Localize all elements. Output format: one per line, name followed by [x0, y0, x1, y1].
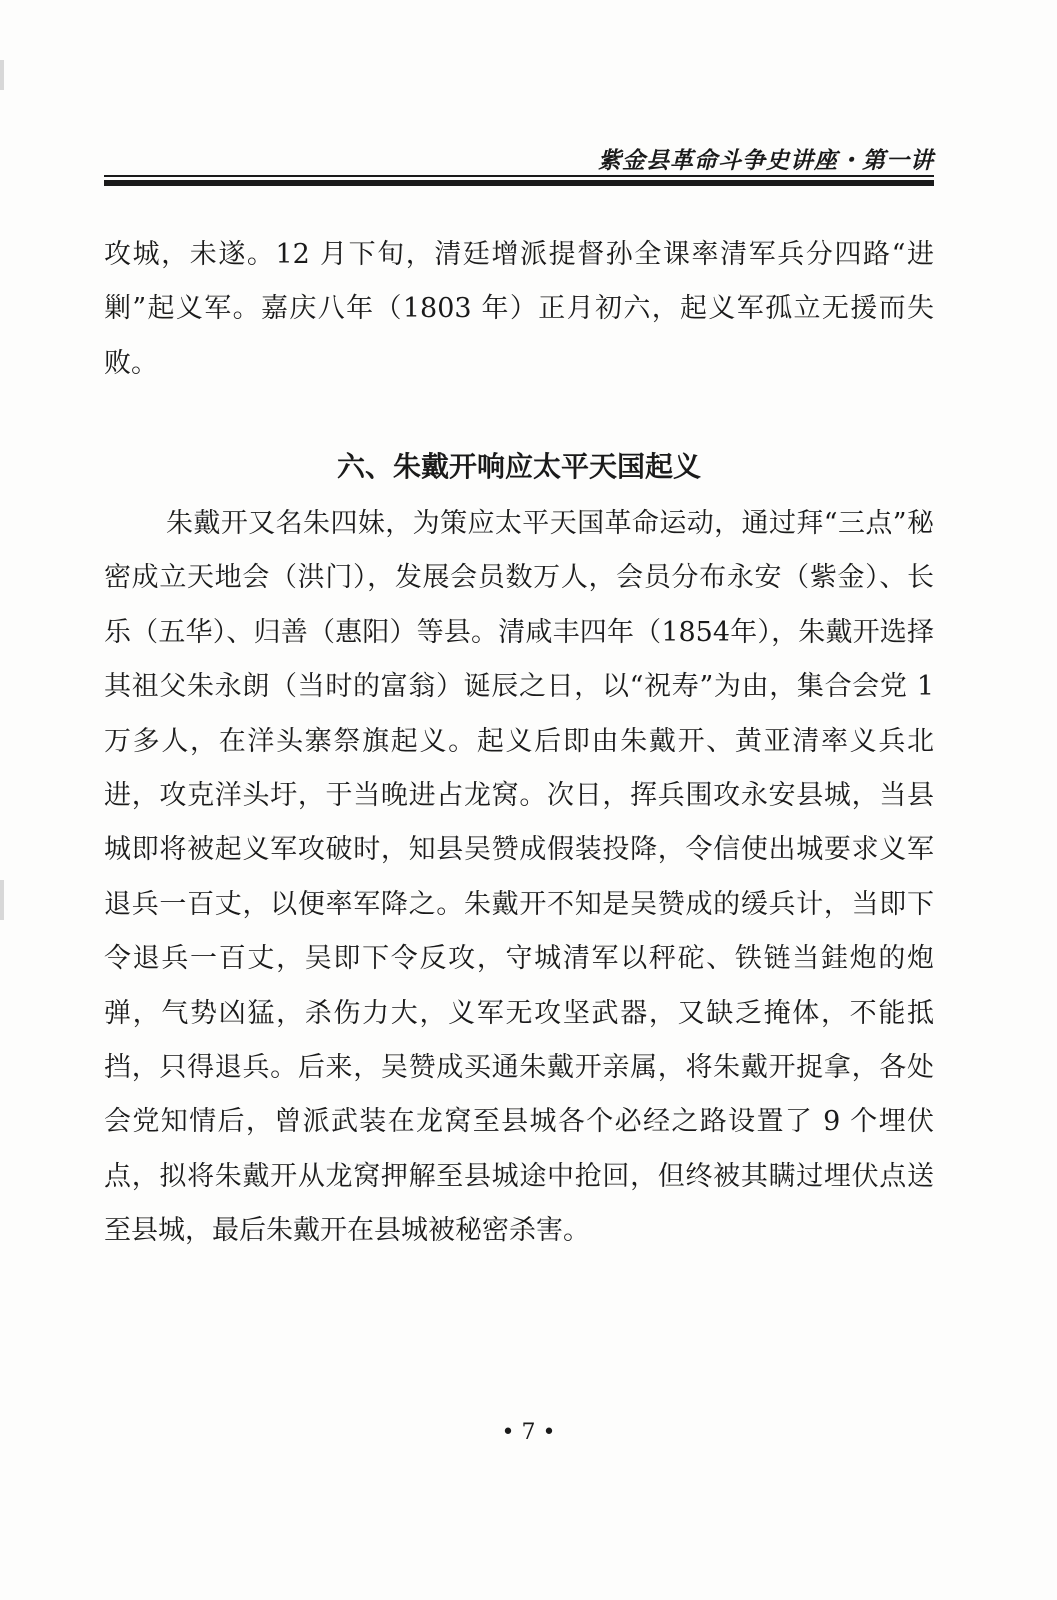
page-number: • 7 •: [501, 1420, 556, 1445]
header-rule-thick: [104, 180, 934, 186]
running-header: [104, 140, 934, 190]
paragraph-continuation: 攻城，未遂。12 月下旬，清廷增派提督孙全课率清军兵分四路“进剿”起义军。嘉庆八年（1803 年）正月初六，起义军孤立无援而失败。: [104, 239, 934, 379]
scan-edge-mark: [0, 60, 4, 90]
header-rule-thin: [104, 175, 934, 177]
paragraph-body: 朱戴开又名朱四妹，为策应太平天国革命运动，通过拜“三点”秘密成立天地会（洪门），发展会员数万人，会员分布永安（紫金）、长乐（五华）、归善（惠阳）等县。清咸丰四年（1854年），朱戴开选择其祖父朱永朗（当时的富翁）诞辰之日，以“祝寿”为由，集合会党 1 万多人，在洋头寨祭旗起义。起义后即由朱戴开、黄亚清率义兵北进，攻克洋头圩，于当晚进占龙窝。次日，挥兵围攻永安县城，当县城即将被起义军攻破时，知县吴赞成假装投降，令信使出城要求义军退兵一百丈，以便率军降之。朱戴开不知是吴赞成的缓兵计，当即下令退兵一百丈，吴即下令反攻，守城清军以秤砣、铁链当銈炮的炮弹，气势凶猛，杀伤力大，义军无攻坚武器，又缺乏掩体，不能抵挡，只得退兵。后来，吴赞成买通朱戴开亲属，将朱戴开捉拿，各处会党知情后，曾派武装在龙窝至县城各个必经之路设置了 9 个埋伏点，拟将朱戴开从龙窝押解至县城途中抢回，但终被其瞒过埋伏点送至县城，最后朱戴开在县城被秘密杀害。: [104, 508, 934, 1247]
section-heading: 六、朱戴开响应太平天国起义: [336, 450, 701, 483]
scan-edge-mark: [0, 880, 4, 920]
header-title: 紫金县革命斗争史讲座・第一讲: [598, 148, 934, 174]
